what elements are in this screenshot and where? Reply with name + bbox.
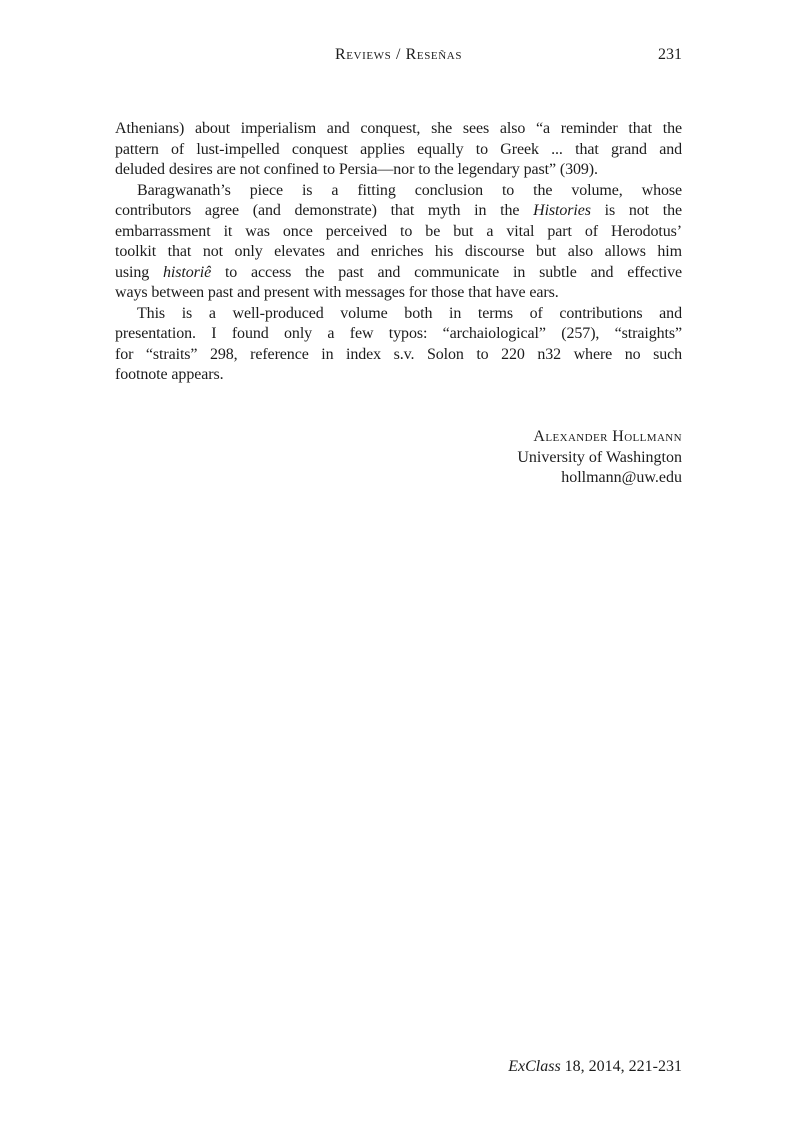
journal-footer [115,1056,682,1077]
text-segment: pattern of lust-impelled conquest applies equally to Greek ... that grand and [115,140,682,158]
text-segment: for “straits” 298, reference in index s.v. Solon to 220 n32 where no such [115,345,682,363]
text-segment: toolkit that not only elevates and enriches his discourse but also allows him [115,243,682,260]
signature-block [115,427,682,489]
running-header-title: Reviews / Reseñas [334,46,463,63]
text-segment: Baragwanath’s piece is a fitting conclusion to the volume, whose [137,181,682,199]
paragraph [115,181,682,304]
text-line [115,160,682,181]
text-line [115,304,682,325]
text-line [115,324,682,345]
journal-issue-info: 18, 2014, 221-231 [560,1058,682,1075]
paragraph [115,119,682,181]
italic-text-segment: historiê [163,263,212,281]
text-line [115,263,682,284]
text-line [115,119,682,140]
text-segment: ways between past and present with messages for those that have ears. [115,284,559,301]
running-header [115,44,682,65]
text-line [115,365,682,386]
text-segment: footnote appears. [115,366,224,383]
paragraph [115,304,682,386]
text-segment: contributors agree (and demonstrate) that myth in the [115,202,534,219]
text-segment: This is a well-produced volume both in terms of contributions and [137,304,682,322]
text-line [115,283,682,304]
reviewer-name: Alexander Hollmann [533,428,682,445]
italic-text-segment: Histories [533,202,591,219]
text-segment: Athenians) about imperialism and conquest, she sees also “a reminder that the [115,120,682,137]
page-number: 231 [658,46,682,63]
text-line [115,242,682,263]
text-segment: presentation. I found only a few typos: “archaiological” (257), “straights” [115,325,682,342]
text-line [115,181,682,202]
text-segment: deluded desires are not confined to Persia—nor to the legendary past” (309). [115,161,598,178]
reviewer-affiliation: University of Washington [517,448,682,466]
text-segment: to access the past and communicate in subtle and effective [211,263,682,281]
text-segment: embarrassment it was once perceived to be but a vital part of Herodotus’ [115,222,682,240]
reviewer-email: hollmann@uw.edu [561,469,682,486]
text-line [115,345,682,366]
text-line [115,222,682,243]
text-segment: is not the [590,202,682,219]
text-segment: using [115,263,164,281]
text-line [115,140,682,161]
text-line [115,201,682,222]
journal-title: ExClass [508,1058,561,1075]
body-text [115,119,682,386]
